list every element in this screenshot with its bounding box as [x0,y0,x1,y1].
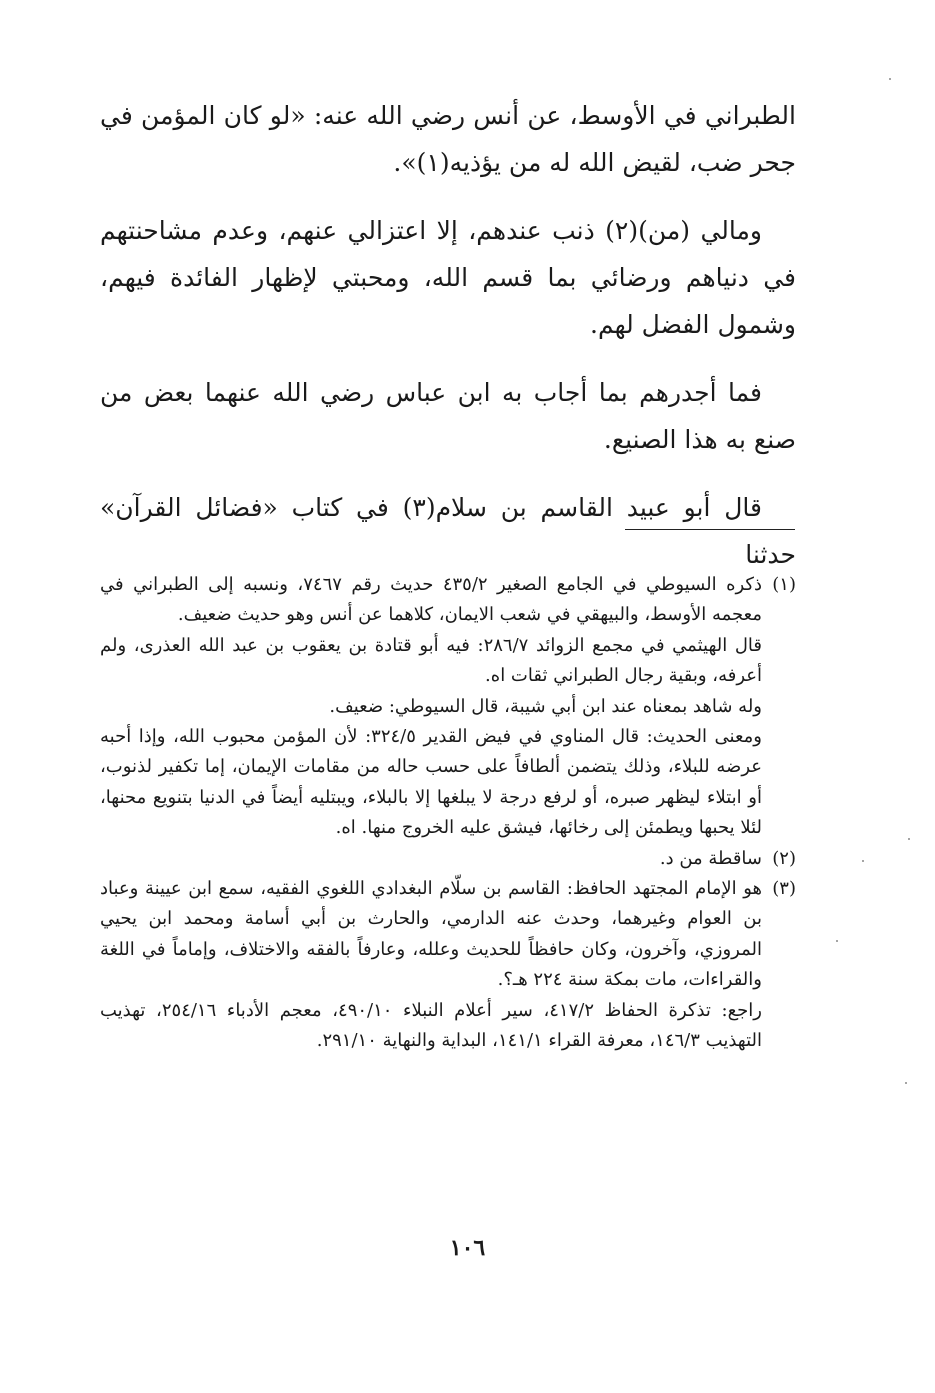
main-text [100,92,796,599]
footnote-text: ساقطة من د. [659,847,762,869]
footnote-1 [100,570,796,631]
main-paragraph-1: الطبراني في الأوسط، عن أنس رضي الله عنه: «لو كان المؤمن في جحر ضب، لقيض الله له من يؤذيه(١)». [100,101,796,177]
scan-speck [905,1082,907,1084]
scan-speck [862,860,864,862]
scan-speck [908,838,910,840]
footnote-2 [100,844,796,874]
main-paragraph-3: فما أجدرهم بما أجاب به ابن عباس رضي الله عنهما بعض من صنع به هذا الصنيع. [100,378,796,454]
footnote-3-paragraph-2: راجع: تذكرة الحفاظ ٤١٧/٢، سير أعلام النبلاء ٤٩٠/١٠، معجم الأدباء ٢٥٤/١٦، تهذيب التهذيب ١٤٦/٣، معرفة القراء ١٤١/١، البداية والنهاية ٢٩١/١٠. [100,999,762,1052]
footnotes [100,570,796,1057]
main-paragraph-2: ومالي (من)(٢) ذنب عندهم، إلا اعتزالي عنهم، وعدم مشاحنتهم في دنياهم ورضائي بما قسم الله، ومحبتي لإظهار الفائدة فيهم، وشمول الفضل لهم. [100,216,796,339]
main-paragraph-4: قال أبو عبيد القاسم بن سلام(٣) في كتاب «فضائل القرآن» حدثنا [100,493,796,569]
footnote-1-paragraph-4: ومعنى الحديث: قال المناوي في فيض القدير ٣٢٤/٥: لأن المؤمن محبوب الله، وإذا أحبه عرضه للبلاء، وذلك يتضمن ألطافاً على حسب حاله من مقامات الإيمان، إما تكفير لذنوب، أو ابتلاء ليظهر صبره، أو لرفع درجة لا يبلغها إلا بالبلاء، ويبتليه أيضاً في الدنيا بتنويع محنها، لئلا يحبها ويطمئن إلى رخائها، فيشق عليه الخروج منها. اه. [100,726,762,839]
footnote-number: (١) [772,574,796,595]
footnote-separator [625,529,795,530]
scan-speck [836,940,838,942]
footnote-3 [100,874,796,996]
footnote-text: هو الإمام المجتهد الحافظ: القاسم بن سلّام البغدادي اللغوي الفقيه، سمع ابن عيينة وعباد بن العوام وغيرهما، وحدث عنه الدارمي، والحارث بن أبي أسامة ومحمد ابن يحيي المروزي، وآخرون، وكان حافظاً للحديث وعلله، وعارفاً بالفقه والاختلاف، وإماماً في اللغة والقراءات، مات بمكة سنة ٢٢٤ هـ؟. [100,878,762,991]
footnote-1-paragraph-3: وله شاهد بمعناه عند ابن أبي شيبة، قال السيوطي: ضعيف. [329,695,762,717]
footnote-text: ذكره السيوطي في الجامع الصغير ٤٣٥/٢ حديث رقم ٧٤٦٧، ونسبه إلى الطبراني في معجمه الأوسط، والبيهقي في شعب الايمان، كلاهما عن أنس وهو حديث ضعيف. [100,574,763,626]
scan-speck [889,78,891,80]
footnote-1-paragraph-2: قال الهيثمي في مجمع الزوائد ٢٨٦/٧: فيه أبو قتادة بن يعقوب بن عبد الله العذرى، ولم أعرفه، وبقية رجال الطبراني ثقات اه. [100,634,762,687]
footnote-number: (٢) [772,847,796,869]
footnote-number: (٣) [772,878,796,900]
page-number: ١٠٦ [449,1235,486,1261]
